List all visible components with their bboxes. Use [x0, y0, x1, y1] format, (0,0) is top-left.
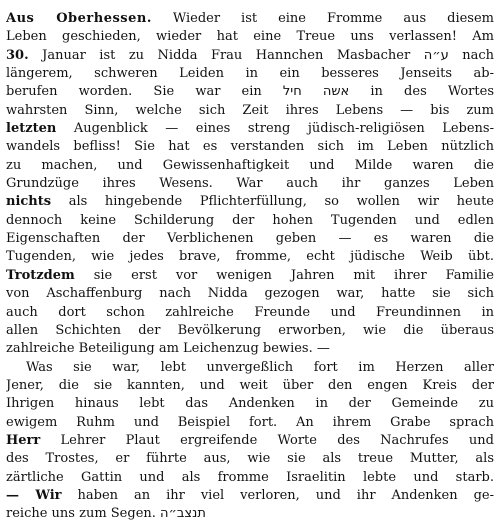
text-line: [6, 487, 494, 505]
text-line: Eigenschaften der Verblichenen geben — es waren die: [6, 231, 494, 247]
text-line: allen Schichten der Bevölkerung erworben, wie die überaus: [6, 322, 494, 338]
text-line: Was sie war, lebt unvergeßlich fort im Herzen aller: [26, 359, 494, 375]
text-fragment: haben an ihr viel verloren, und ihr Andenken ge-: [77, 487, 494, 503]
text-fragment: in des Wortes: [370, 84, 494, 100]
text-line: des Trostes, er führte aus, wie sie als treue Mutter, als: [6, 451, 494, 467]
hebrew-abbreviation: ע״ה: [423, 47, 449, 63]
text-fragment: — Wir: [6, 487, 62, 503]
text-fragment: Januar ist zu Nidda Frau Hannchen Masbacher: [42, 47, 411, 63]
date-number: 30.: [6, 47, 29, 63]
text-line: [6, 193, 494, 211]
text-line: [6, 505, 494, 523]
text-line: wahrsten Sinn, welche sich Zeit ihres Lebens — bis zum: [6, 102, 494, 118]
text-line: [6, 267, 494, 285]
text-line: [6, 120, 494, 138]
text-line: zahlreiche Beteiligung am Leichenzug bewies. —: [6, 341, 330, 357]
text-fragment: Wieder ist eine Fromme aus diesem: [172, 11, 494, 26]
hebrew-phrase: אשה חיל: [282, 84, 350, 100]
text-fragment: Lehrer Plaut ergreifende Worte des Nachrufes und: [60, 432, 494, 448]
text-line: zu machen, und Gewissenhaftigkeit und Milde waren die: [6, 157, 494, 173]
text-fragment: nichts: [6, 194, 52, 210]
text-fragment: Trotzdem: [6, 267, 75, 283]
text-line: dennoch keine Schilderung der hohen Tugenden und edlen: [6, 212, 494, 228]
text-line: zärtliche Gattin und als fromme Israelitin lebte und starb.: [6, 469, 494, 485]
text-line: [6, 432, 494, 450]
hebrew-blessing: תנצב״ה: [160, 506, 206, 522]
text-fragment: sie erst vor wenigen Jahren mit ihrer Familie: [93, 267, 494, 283]
text-line: Tugenden, wie jedes brave, fromme, echt jüdische Weib übt.: [6, 249, 494, 265]
text-line: Leben geschieden, wieder hat eine Treue uns verlassen! Am: [6, 29, 494, 45]
text-line: von Aschaffenburg nach Nidda gezogen war, hatte sie sich: [6, 286, 494, 302]
text-fragment: berufen worden. Sie war ein: [6, 84, 262, 100]
text-fragment: reiche uns zum Segen.: [6, 506, 156, 522]
text-fragment: letzten: [6, 121, 57, 137]
text-fragment: Herr: [6, 432, 41, 448]
article-heading: Aus Oberhessen.: [6, 11, 152, 26]
text-fragment: Augenblick — eines streng jüdisch-religiösen Lebens-: [73, 121, 494, 137]
text-line: Ihrigen hinaus lebt das Andenken in der Gemeinde zu: [6, 396, 494, 412]
text-line: längerem, schweren Leiden in ein besseres Jenseits ab-: [6, 66, 494, 82]
text-line: [6, 10, 494, 28]
text-line: Grundzüge ihres Wesens. War auch ihr ganzes Leben: [6, 176, 494, 192]
text-line: wandels befliss! Sie hat es verstanden sich im Leben nützlich: [6, 139, 494, 155]
text-line: [6, 83, 494, 101]
text-line: ewigem Ruhm und Beispiel fort. An ihrem Grabe sprach: [6, 414, 494, 430]
text-line: auch dort schon zahlreiche Freunde und Freundinnen in: [6, 304, 494, 320]
text-line: [6, 47, 494, 65]
text-fragment: als hingebende Pflichterfüllung, so wollen wir heute: [68, 194, 494, 210]
text-fragment: nach: [462, 47, 494, 63]
text-line: Jener, die sie kannten, und weit über den engen Kreis der: [6, 377, 494, 393]
